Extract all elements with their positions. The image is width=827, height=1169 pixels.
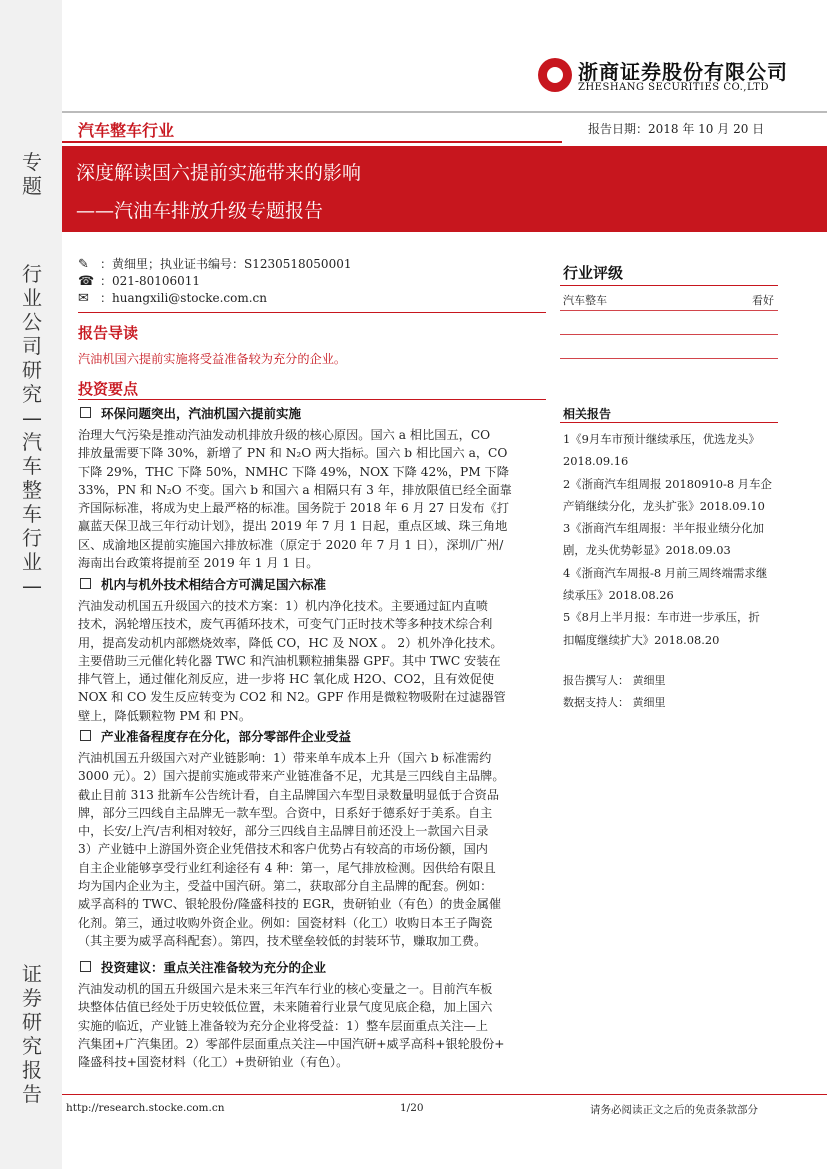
phone-icon: ☎ bbox=[78, 274, 95, 289]
phone-text: ：021-80106011 bbox=[100, 274, 201, 288]
contact-email[interactable] bbox=[78, 289, 267, 306]
report-date: 报告日期：2018 年 10 月 20 日 bbox=[588, 122, 765, 136]
rating-rule-3 bbox=[560, 358, 778, 359]
report-subtitle: ——汽油车排放升级专题报告 bbox=[76, 200, 324, 222]
rating-rule-2 bbox=[560, 334, 778, 335]
section-3-body: 汽油机国五升级国六对产业链影响：1）带来单车成本上升（国六 b 标准需约 3000 元）。2）国六提前实施或带来产业链准备不足，尤其是三四线自主品牌。 截止目前 313 批新车公告统计看，自主品牌国六车型目录数量明显低于合资品 牌，部分三四线自主品牌无一款车型。合资中，日系好于德系好于美系。自主 中，长安/上汽/吉利相对较好，部分三四线自主品牌目前还没上一款国六目录 3）产业链中上游国外资企业凭借技术和客户优势占有较高的市场份额，国内 自主企业能够享受行业红利途径有 4 种：第一，尾气排放检测。因供给有限且 均为国内企业为主，受益中国汽研。第二，获取部分自主品牌的配套。例如： 威孚高科的 TWC、银轮股份/隆盛科技的 EGR，贵研铂业（有色）的贵金属催 化剂。第三，通过收购外资企业。例如：国瓷材料（化工）收购日本王子陶瓷 （其主要为威孚高科配套）。第四，技术壁垒较低的封装环节，赚取加工费。 bbox=[78, 751, 505, 948]
related-report-line: 产销继续分化，龙头扩张》2018.09.10 bbox=[563, 498, 765, 513]
related-reports-list bbox=[563, 428, 781, 651]
mail-icon: ✉ bbox=[78, 291, 89, 306]
page-number: 1/20 bbox=[400, 1102, 424, 1114]
pen-icon: ✎ bbox=[78, 257, 89, 272]
key-points-heading: 投资要点 bbox=[78, 380, 139, 398]
related-divider bbox=[560, 422, 778, 423]
checkbox-icon bbox=[80, 407, 91, 418]
section-2-title: 机内与机外技术相结合方可满足国六标准 bbox=[80, 575, 326, 593]
related-report-line[interactable]: 1《9月车市预计继续承压，优选龙头》 bbox=[563, 432, 760, 446]
guide-text: 汽油机国六提前实施将受益准备较为充分的企业。 bbox=[78, 352, 347, 366]
related-report-line: 扣幅度继续扩大》2018.08.20 bbox=[563, 632, 720, 647]
guide-heading: 报告导读 bbox=[78, 324, 139, 342]
related-report-line: 剧，龙头优势彰显》2018.09.03 bbox=[563, 543, 731, 558]
key-points-divider bbox=[78, 399, 546, 400]
related-report-line: 续承压》2018.08.26 bbox=[563, 588, 674, 603]
section-3-title: 产业准备程度存在分化，部分零部件企业受益 bbox=[80, 727, 351, 745]
industry-underline bbox=[62, 141, 562, 143]
related-report-line[interactable]: 3《浙商汽车组周报：半年报业绩分化加 bbox=[563, 521, 764, 536]
company-name-en: ZHESHANG SECURITIES CO.,LTD bbox=[578, 82, 769, 93]
rating-divider bbox=[560, 285, 778, 286]
footer-disclaimer: 请务必阅读正文之后的免责条款部分 bbox=[590, 1104, 758, 1116]
email-text[interactable]: ：huangxili@stocke.com.cn bbox=[100, 291, 268, 305]
rating-value: 看好 bbox=[752, 294, 774, 307]
header-divider bbox=[62, 111, 827, 113]
checkbox-icon bbox=[80, 730, 91, 741]
section-1-body: 治理大气污染是推动汽油发动机排放升级的核心原因。国六 a 相比国五，CO 排放量需要下降 30%，新增了 PN 和 N₂O 两大指标。国六 b 相比国六 a，CO 下降 29%，THC 下降 50%，NMHC 下降 49%，NOX 下降 42%，PM 下降 33%，PN 和 N₂O 不变。国六 b 和国六 a 相隔只有 3 年，排放限值已经全面靠 齐国际标准，将成为史上最严格的标准。国务院于 2018 年 6 月 27 日发布《打 赢蓝天保卫战三年行动计划》，提出 2019 年 7 月 1 日起，重点区域、珠三角地 区、成渝地区提前实施国六排放标准（原定于 2020 年 7 月 1 日），深圳/广州/ 海南出台政策将提前至 2019 年 1 月 1 日。 bbox=[78, 428, 512, 571]
author-text: ：黄细里；执业证书编号：S1230518050001 bbox=[100, 257, 352, 271]
contact-author bbox=[78, 255, 351, 272]
company-name-cn: 浙商证券股份有限公司 bbox=[578, 60, 788, 84]
checkbox-icon bbox=[80, 578, 91, 589]
section-4-title: 投资建议：重点关注准备较为充分的企业 bbox=[80, 958, 326, 976]
section-1-title: 环保问题突出，汽油机国六提前实施 bbox=[80, 404, 301, 422]
footer-url-link[interactable]: http://research.stocke.com.cn bbox=[66, 1102, 225, 1114]
footer-divider bbox=[62, 1094, 827, 1095]
checkbox-icon bbox=[80, 961, 91, 972]
contact-phone bbox=[78, 272, 200, 289]
section-2-body: 汽油发动机国五升级国六的技术方案：1）机内净化技术。主要通过缸内直喷 技术，涡轮增压技术，废气再循环技术，可变气门正时技术等多种技术综合利 用，提高发动机内部燃烧效率，降低 CO，HC 及 NOX 。 2）机外净化技术。 主要借助三元催化转化器 TWC 和汽油机颗粒捕集器 GPF。其中 TWC 安装在 排气管上，通过催化剂反应，进一步将 HC 氧化成 H2O、CO2，且有效促使 NOX 和 CO 发生反应转变为 CO2 和 N2。GPF 作用是微粒物吸附在过滤器管 壁上，降低颗粒物 PM 和 PN。 bbox=[78, 599, 506, 723]
related-reports-heading: 相关报告 bbox=[563, 407, 612, 421]
rating-industry: 汽车整车 bbox=[563, 294, 607, 307]
left-side-band bbox=[0, 0, 62, 1169]
related-report-line[interactable]: 2《浙商汽车组周报 20180910-8 月车企 bbox=[563, 476, 772, 491]
data-supporter: 数据支持人： 黄细里 bbox=[563, 696, 666, 709]
rating-rule-1 bbox=[560, 310, 778, 311]
related-report-line[interactable]: 5《8月上半月报：车市进一步承压，折 bbox=[563, 610, 760, 625]
report-writer: 报告撰写人： 黄细里 bbox=[563, 674, 666, 687]
rating-heading: 行业评级 bbox=[563, 264, 624, 282]
side-label-category: 行业公司研究—汽车整车行业— bbox=[22, 262, 42, 598]
industry-label: 汽车整车行业 bbox=[78, 121, 175, 140]
contact-divider bbox=[78, 312, 546, 313]
related-report-line: 2018.09.16 bbox=[563, 454, 629, 469]
report-title: 深度解读国六提前实施带来的影响 bbox=[76, 162, 362, 184]
section-4-body: 汽油发动机的国五升级国六是未来三年汽车行业的核心变量之一。目前汽车板 块整体估值已经处于历史较低位置，未来随着行业景气度见底企稳，加上国六 实施的临近，产业链上准备较为充分企业将受益：1）整车层面重点关注—上 汽集团+广汽集团。2）零部件层面重点关注—中国汽研+威孚高科+银轮股份+ 隆盛科技+国瓷材料（化工）+贵研铂业（有色）。 bbox=[78, 982, 505, 1070]
side-label-report-type: 证券研究报告 bbox=[22, 962, 42, 1106]
company-logo-icon bbox=[538, 58, 572, 92]
related-report-line[interactable]: 4《浙商汽车周报-8 月前三周终端需求继 bbox=[563, 565, 768, 580]
side-label-topic: 专题 bbox=[22, 150, 42, 198]
